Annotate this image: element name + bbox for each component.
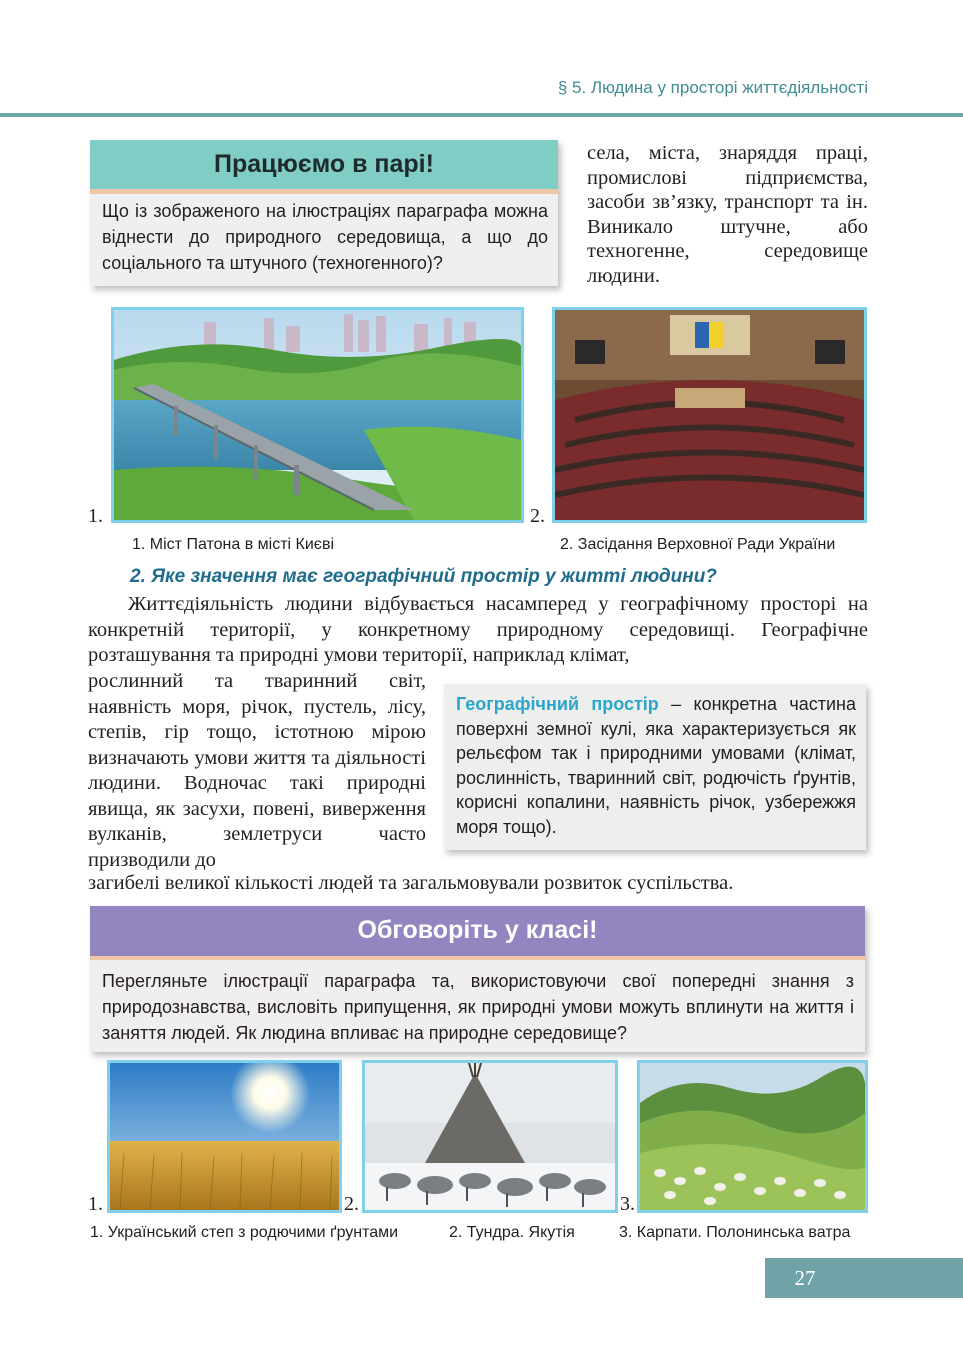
photo-number: 2. <box>530 505 545 527</box>
section-heading: 2. Яке значення має географічний простір у житті людини? <box>130 566 717 587</box>
photo-paton-bridge <box>111 307 524 523</box>
tundra-illustration <box>365 1063 615 1210</box>
parliament-illustration <box>555 310 864 520</box>
running-head: § 5. Людина у просторі життєдіяльності <box>557 78 868 97</box>
pair-work-box <box>90 140 558 286</box>
photo-number: 1. <box>88 1193 103 1215</box>
photo-caption: 2. Тундра. Якутія <box>449 1224 575 1241</box>
pair-work-title-bar <box>90 140 558 194</box>
photo-caption: 1. Український степ з родючими ґрунтами <box>90 1224 399 1241</box>
photo-tundra <box>362 1060 618 1213</box>
bridge-illustration <box>114 310 521 520</box>
discuss-title: Обговоріть у класі! <box>357 916 598 944</box>
header-rule <box>0 113 963 117</box>
definition-text <box>456 692 856 839</box>
photo-caption: 1. Міст Патона в місті Києві <box>132 536 335 553</box>
photo-verkhovna-rada <box>552 307 867 523</box>
discuss-title-bar <box>90 906 865 960</box>
page-number: 27 <box>794 1266 816 1290</box>
photo-caption: 3. Карпати. Полонинська ватра <box>619 1224 851 1241</box>
page-number-tab <box>765 1258 963 1298</box>
pair-work-text: Що із зображеного на ілюстраціях параграфа можна віднести до природного середовища, а що до соціального та штучного (техногенного)? <box>102 201 548 273</box>
discuss-text: Перегляньте ілюстрації параграфа та, використовуючи свої попередні знання з природознавства, висловіть припущення, як природні умови можуть вплинути на життя і заняття людей. Як людина впливає на природне середовище? <box>102 971 854 1043</box>
intro-right-text: села, міста, знаряддя праці, промислові підприємства, засоби зв’язку, транспорт та ін. Виникало штучне, або техногенне, середовище людини. <box>587 142 868 287</box>
carpathians-illustration <box>640 1063 865 1210</box>
steppe-illustration <box>110 1063 339 1210</box>
photo-number: 3. <box>620 1193 635 1215</box>
photo-steppe <box>107 1060 342 1213</box>
paragraph-text: Життєдіяльність людини відбувається насамперед у географічному просторі на конкретній території, у конкретному природному середовищі. Географічне розташування та природні умови території, наприклад клімат, <box>88 593 868 666</box>
discuss-box <box>90 906 865 1052</box>
definition-term: Географічний простір <box>456 694 659 714</box>
paragraph-end: загибелі великої кількості людей та загальмовували розвиток суспільства. <box>88 872 734 894</box>
definition-body: – конкретна частина поверхні земної кулі, яка характеризується як рельєфом так і природними умовами (клімат, рослинність, тваринний світ, родючість ґрунтів, корисні копалини, наявність річок, узбережжя моря тощо). <box>456 694 856 837</box>
photo-number: 2. <box>344 1193 359 1215</box>
photo-number: 1. <box>88 505 103 527</box>
definition-box <box>444 684 866 850</box>
photo-carpathians <box>637 1060 868 1213</box>
pair-work-title: Працюємо в парі! <box>214 150 434 178</box>
paragraph-left-column: рослинний та тваринний світ, наявність моря, річок, пустель, лісу, степів, гір тощо, істотною мірою визначають умови життя та діяльності людини. Водночас такі природні явища, як засухи, повені, виверження вулканів, землетруси часто призводили до <box>88 670 426 871</box>
photo-caption: 2. Засідання Верховної Ради України <box>560 536 836 553</box>
